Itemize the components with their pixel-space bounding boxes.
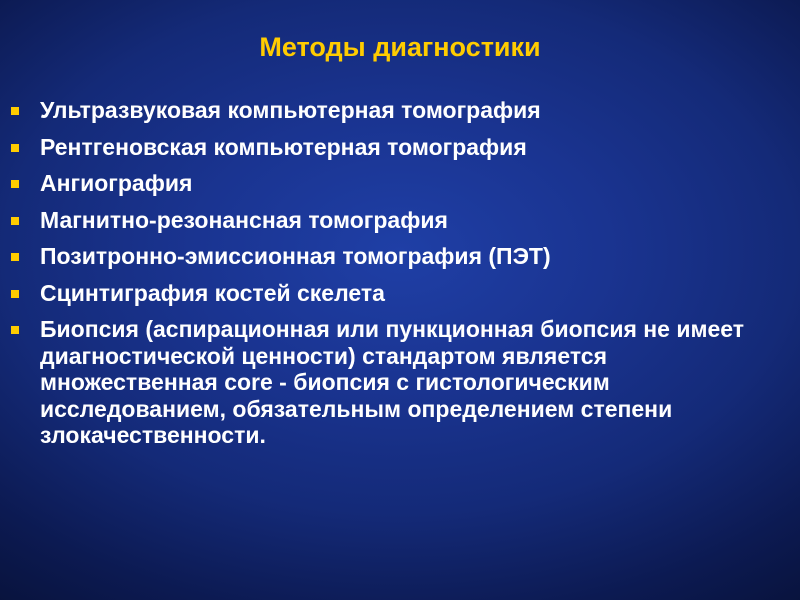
slide-title: Методы диагностики [259, 32, 541, 62]
list-item-text: Ангиография [40, 170, 193, 196]
square-bullet-icon [11, 253, 19, 261]
list-item [40, 170, 780, 197]
list-item-text: Биопсия (аспирационная или пункционная биопсия не имеет диагностической ценности) стандартом является множественная core - биопсия с гистологическим исследованием, обязательным определением степени злокачественности. [40, 316, 745, 448]
square-bullet-icon [11, 144, 19, 152]
list-item [40, 97, 780, 124]
list-item [40, 243, 780, 270]
list-item-text: Рентгеновская компьютерная томография [40, 133, 527, 160]
list-item-text: Магнитно-резонансная томография [40, 206, 448, 233]
list-item [40, 134, 780, 161]
list-item-text: Ультразвуковая компьютерная томография [40, 97, 541, 123]
bullet-list [40, 97, 780, 459]
square-bullet-icon [11, 180, 19, 188]
list-item [40, 280, 780, 307]
list-item [40, 207, 780, 234]
square-bullet-icon [11, 217, 19, 225]
list-item-text: Сцинтиграфия костей скелета [40, 279, 385, 306]
list-item-text: Позитронно-эмиссионная томография (ПЭТ) [40, 243, 551, 269]
square-bullet-icon [11, 107, 19, 115]
square-bullet-icon [11, 326, 19, 334]
square-bullet-icon [11, 290, 19, 298]
list-item [40, 316, 780, 449]
